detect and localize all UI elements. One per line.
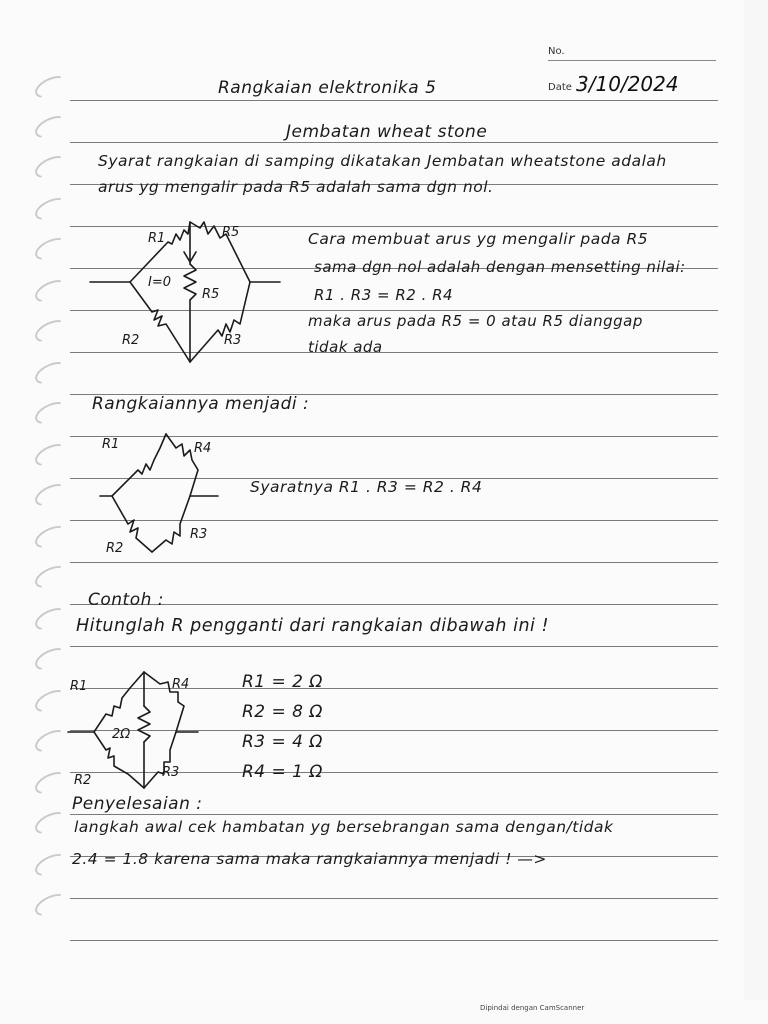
scanner-stamp: Dipindai dengan CamScanner [480,1004,585,1012]
note-line-3: R1 . R3 = R2 . R4 [314,286,454,304]
section-heading: Jembatan wheat stone [286,122,488,142]
example-circuit-diagram [64,662,214,792]
r1-label: R1 [148,231,166,246]
note-line-5: tidak ada [308,338,383,356]
r5-top-label: R5 [222,225,240,240]
r4-label: R4 [172,677,190,692]
value-r1: R1 = 2 Ω [242,672,323,692]
r3-label: R3 [162,765,180,780]
mid-resistor-label: 2Ω [112,727,131,742]
value-r3: R3 = 4 Ω [242,732,323,752]
intro-line-1: Syarat rangkaian di samping dikatakan Jembatan wheatstone adalah [98,152,667,170]
r3-label: R3 [190,527,208,542]
condition-text: Syaratnya R1 . R3 = R2 . R4 [250,478,483,496]
example-heading: Contoh : [88,590,165,610]
r3-label: R3 [224,333,242,348]
date-value: 3/10/2024 [576,72,679,96]
value-r2: R2 = 8 Ω [242,702,323,722]
r1-label: R1 [70,679,88,694]
page-title: Rangkaian elektronika 5 [218,78,437,98]
intro-line-2: arus yg mengalir pada R5 adalah sama dgn nol. [98,178,494,196]
r2-label: R2 [122,333,140,348]
r2-label: R2 [106,541,124,556]
page-edge [744,0,768,1000]
scan-footer [0,1000,768,1024]
section-2-heading: Rangkaiannya menjadi : [92,394,310,414]
balanced-bridge-diagram [94,428,234,558]
solution-line-1: langkah awal cek hambatan yg bersebrangan sama dengan/tidak [74,818,614,836]
no-label: No. [548,46,565,57]
note-line-2: sama dgn nol adalah dengan mensetting nilai: [314,258,686,276]
r5-mid-label: R5 [202,287,220,302]
solution-heading: Penyelesaian : [72,794,203,814]
current-zero-label: I=0 [148,275,171,290]
r2-label: R2 [74,773,92,788]
r4-label: R4 [194,441,212,456]
example-task: Hitunglah R pengganti dari rangkaian dibawah ini ! [76,616,549,636]
note-line-4: maka arus pada R5 = 0 atau R5 dianggap [308,312,643,330]
note-line-1: Cara membuat arus yg mengalir pada R5 [308,230,649,248]
solution-line-2: 2.4 = 1.8 karena sama maka rangkaiannya menjadi ! —> [72,850,547,868]
wheatstone-circuit-diagram [80,212,290,382]
date-label: Date [548,82,572,93]
r1-label: R1 [102,437,120,452]
value-r4: R4 = 1 Ω [242,762,323,782]
